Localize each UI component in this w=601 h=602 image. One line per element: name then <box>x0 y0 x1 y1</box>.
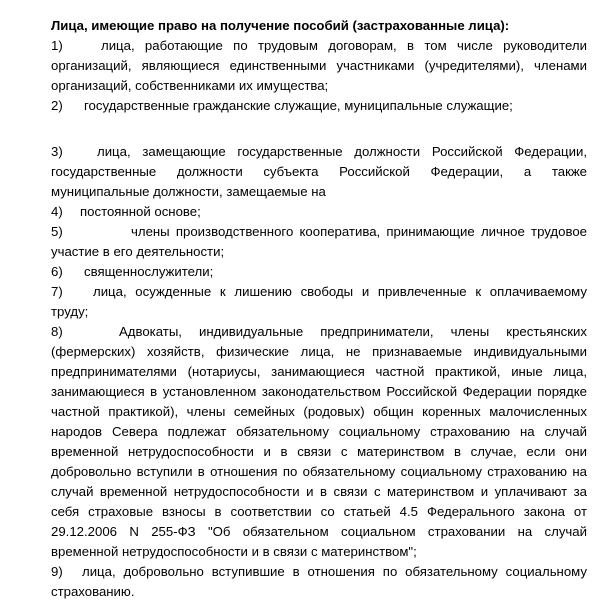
list-item-8 <box>51 322 587 562</box>
list-item-number: 9) <box>51 564 63 579</box>
list-item-text: священнослужители; <box>84 264 214 279</box>
list-item-number: 5) <box>51 224 63 239</box>
list-item-2 <box>51 96 587 116</box>
list-item-text: государственные гражданские служащие, муниципальные служащие; <box>84 98 513 113</box>
list-item-4 <box>51 202 587 222</box>
document-heading: Лица, имеющие право на получение пособий (застрахованные лица): <box>51 18 510 33</box>
list-item-number: 8) <box>51 324 63 339</box>
list-item-text: лица, добровольно вступившие в отношения по обязательному социальному страхованию. <box>51 564 587 599</box>
list-item-number: 3) <box>51 144 63 159</box>
list-item-number: 2) <box>51 98 63 113</box>
list-item-text: лица, осужденные к лишению свободы и привлеченные к оплачиваемому труду; <box>51 284 587 319</box>
list-item-6 <box>51 262 587 282</box>
list-item-text: лица, замещающие государственные должности Российской Федерации, государственные должности субъекта Российской Федерации, а также муниципальные должности, замещаемые на <box>51 144 587 199</box>
list-item-number: 4) <box>51 204 63 219</box>
list-item-text: лица, работающие по трудовым договорам, в том числе руководители организаций, являющиеся единственными участниками (учредителями), членами организаций, собственниками их имущества; <box>51 38 587 93</box>
list-item-9 <box>51 562 587 602</box>
list-item-7 <box>51 282 587 322</box>
list-item-number: 6) <box>51 264 63 279</box>
list-item-1 <box>51 36 587 96</box>
list-item-3 <box>51 142 587 202</box>
list-item-text: Адвокаты, индивидуальные предприниматели, члены крестьянских (фермерских) хозяйств, физические лица, не признаваемые индивидуальными предпринимателями (нотариусы, занимающиеся частной практикой, иные лица, занимающиеся в установленном законодательством Российской Федерации порядке частной практикой), члены семейных (родовых) общин коренных малочисленных народов Севера подлежат обязательному социальному страхованию на случай временной нетрудоспособности и в связи с материнством в случае, если они добровольно вступили в отношения по обязательному социальному страхованию на случай временной нетрудоспособности и в связи с материнством и уплачивают за себя страховые взносы в соответствии со статьей 4.5 Федерального закона от 29.12.2006 N 255-ФЗ "Об обязательном социальном страховании на случай временной нетрудоспособности и в связи с материнством"; <box>51 324 587 559</box>
list-item-5 <box>51 222 587 262</box>
list-item-number: 7) <box>51 284 63 299</box>
list-item-text: члены производственного кооператива, принимающие личное трудовое участие в его деятельности; <box>51 224 587 259</box>
list-item-text: постоянной основе; <box>80 204 201 219</box>
list-item-number: 1) <box>51 38 63 53</box>
spacer <box>51 116 587 136</box>
